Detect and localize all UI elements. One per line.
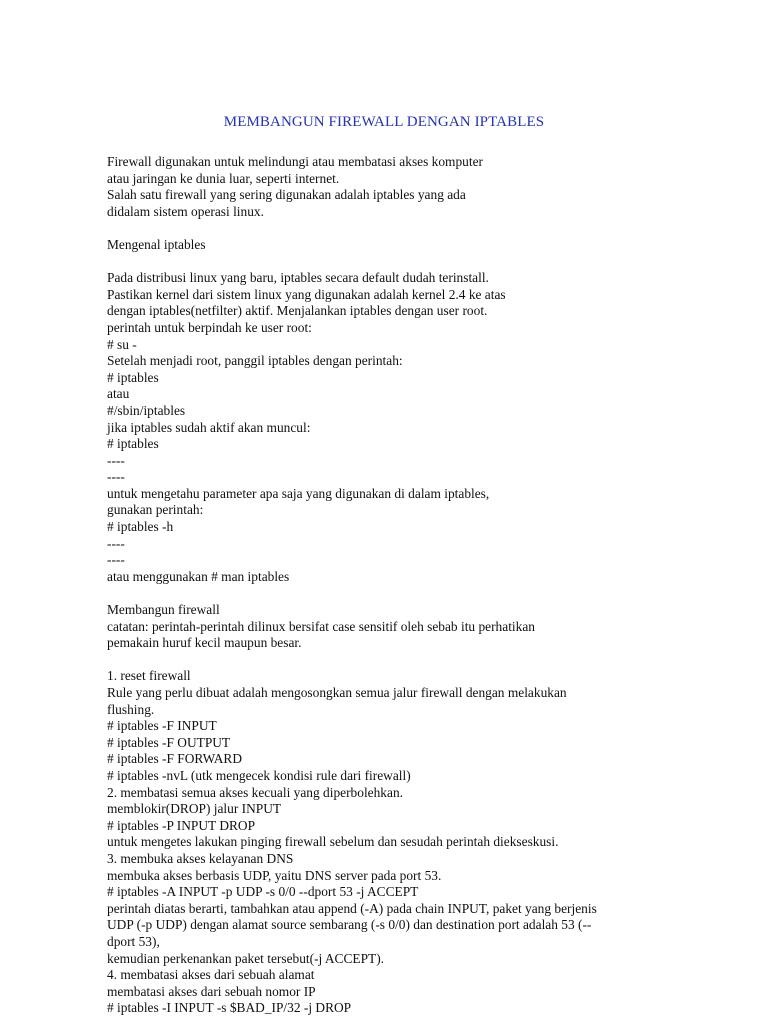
text-line: # iptables -h bbox=[107, 519, 174, 535]
text-line: ---- bbox=[107, 552, 125, 568]
text-line: # su - bbox=[107, 336, 137, 352]
text-line: Setelah menjadi root, panggil iptables dengan perintah: bbox=[107, 353, 403, 369]
text-line: # iptables -P INPUT DROP bbox=[107, 817, 256, 833]
text-line: atau bbox=[107, 386, 130, 402]
text-line: untuk mengetes lakukan pinging firewall sebelum dan sesudah perintah diekseskusi. bbox=[107, 834, 559, 850]
text-line: didalam sistem operasi linux. bbox=[107, 203, 264, 219]
text-line: # iptables -A INPUT -p UDP -s 0/0 --dport 53 -j ACCEPT bbox=[107, 884, 419, 900]
text-line: perintah untuk berpindah ke user root: bbox=[107, 319, 312, 335]
text-line: # iptables bbox=[107, 436, 159, 452]
text-line: kemudian perkenankan paket tersebut(-j ACCEPT). bbox=[107, 950, 385, 966]
text-line: # iptables -F FORWARD bbox=[107, 751, 243, 767]
text-line: UDP (-p UDP) dengan alamat source sembarang (-s 0/0) dan destination port adalah 53 (-- bbox=[107, 917, 592, 933]
text-line: Salah satu firewall yang sering digunakan adalah iptables yang ada bbox=[107, 187, 466, 203]
text-line: Pada distribusi linux yang baru, iptables secara default dudah terinstall. bbox=[107, 270, 489, 286]
text-line: jika iptables sudah aktif akan muncul: bbox=[107, 419, 311, 435]
text-line: 3. membuka akses kelayanan DNS bbox=[107, 850, 294, 866]
blank-line bbox=[107, 220, 667, 237]
blank-line bbox=[107, 254, 667, 271]
text-line: atau menggunakan # man iptables bbox=[107, 568, 290, 584]
text-line: # iptables -F OUTPUT bbox=[107, 734, 231, 750]
text-line: #/sbin/iptables bbox=[107, 402, 186, 418]
text-line: 4. membatasi akses dari sebuah alamat bbox=[107, 967, 315, 983]
text-line: untuk mengetahu parameter apa saja yang digunakan di dalam iptables, bbox=[107, 485, 490, 501]
blank-line bbox=[107, 652, 667, 669]
text-line: Rule yang perlu dibuat adalah mengosongkan semua jalur firewall dengan melakukan bbox=[107, 685, 567, 700]
text-line: Firewall digunakan untuk melindungi atau membatasi akses komputer bbox=[107, 154, 483, 169]
text-line: ---- bbox=[107, 469, 125, 485]
text-line: 2. membatasi semua akses kecuali yang diperbolehkan. bbox=[107, 784, 403, 800]
text-line: flushing. bbox=[107, 701, 155, 717]
document-title: MEMBANGUN FIREWALL DENGAN IPTABLES bbox=[223, 114, 545, 130]
text-line: pemakain huruf kecil maupun besar. bbox=[107, 635, 302, 651]
text-line: dengan iptables(netfilter) aktif. Menjalankan iptables dengan user root. bbox=[107, 303, 488, 319]
text-line: Mengenal iptables bbox=[107, 236, 206, 252]
text-line: ---- bbox=[107, 535, 125, 551]
text-line: catatan: perintah-perintah dilinux bersifat case sensitif oleh sebab itu perhatikan bbox=[107, 618, 535, 634]
blank-line bbox=[107, 585, 667, 602]
document-body bbox=[107, 154, 667, 1017]
text-line: ---- bbox=[107, 452, 125, 468]
text-line: Pastikan kernel dari sistem linux yang digunakan adalah kernel 2.4 ke atas bbox=[107, 286, 506, 302]
text-line: Membangun firewall bbox=[107, 602, 220, 618]
text-line: perintah diatas berarti, tambahkan atau append (-A) pada chain INPUT, paket yang berjenis bbox=[107, 900, 597, 916]
text-line: # iptables -nvL (utk mengecek kondisi rule dari firewall) bbox=[107, 767, 411, 783]
text-line: 1. reset firewall bbox=[107, 668, 191, 684]
text-line: membuka akses berbasis UDP, yaitu DNS server pada port 53. bbox=[107, 867, 442, 883]
text-line: membatasi akses dari sebuah nomor IP bbox=[107, 983, 316, 999]
text-line: dport 53), bbox=[107, 933, 160, 949]
text-line: # iptables bbox=[107, 369, 159, 385]
text-line: # iptables -F INPUT bbox=[107, 718, 217, 734]
text-line: # iptables -I INPUT -s $BAD_IP/32 -j DROP bbox=[107, 1000, 352, 1016]
text-line: memblokir(DROP) jalur INPUT bbox=[107, 801, 282, 817]
text-line: gunakan perintah: bbox=[107, 502, 204, 518]
text-line: atau jaringan ke dunia luar, seperti internet. bbox=[107, 170, 340, 186]
